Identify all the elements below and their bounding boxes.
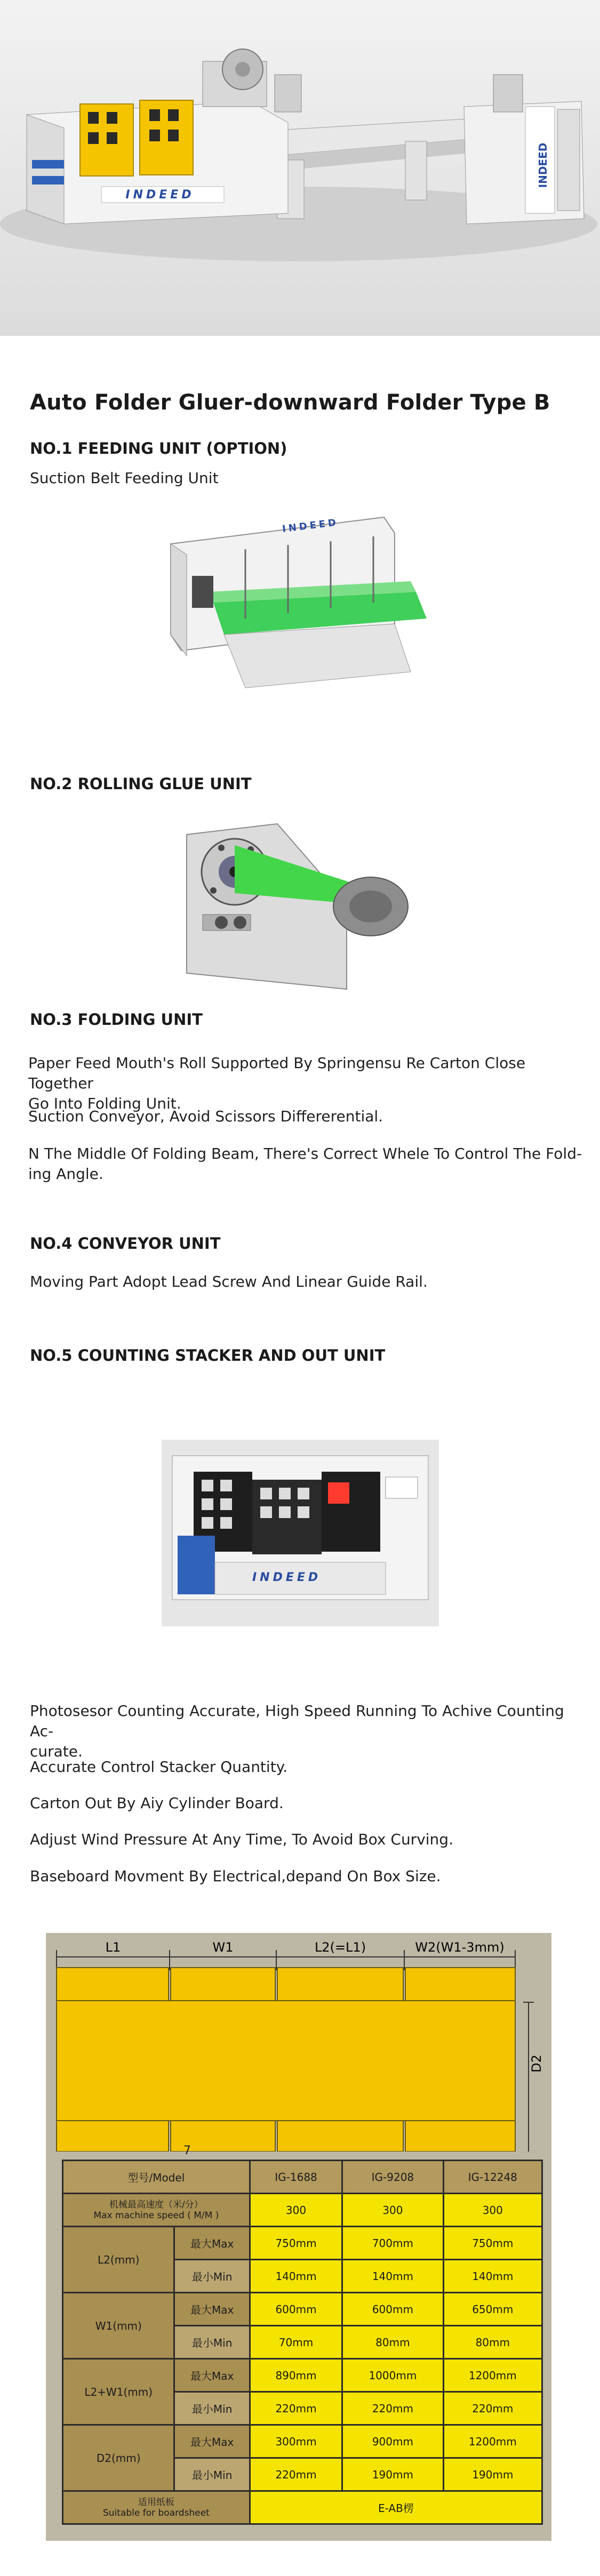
counting-stacker-desc-3: Carton Out By Aiy Cylinder Board.: [30, 1794, 284, 1812]
counting-stacker-desc-1: [30, 1701, 585, 1762]
table-cell: 220mm: [250, 2458, 342, 2491]
stacker-brand-label: INDEED: [252, 1571, 322, 1584]
model-name-3: IG-12248: [443, 2161, 542, 2194]
group-label-w1: W1(mm): [63, 2293, 174, 2359]
table-row: [63, 2161, 542, 2194]
sub-label-max: 最大Max: [174, 2227, 250, 2260]
feeding-unit-description: Suction Belt Feeding Unit: [30, 469, 219, 487]
table-row: [63, 2359, 542, 2392]
table-row: [63, 2425, 542, 2458]
speed-value-1: 300: [250, 2194, 342, 2227]
section-heading-feeding-unit: NO.1 FEEDING UNIT (OPTION): [30, 439, 287, 458]
table-cell: 600mm: [250, 2293, 342, 2326]
speed-label: [63, 2194, 250, 2227]
dim-label-w1: W1: [212, 1940, 234, 1955]
table-cell: 220mm: [443, 2392, 542, 2425]
table-cell: 140mm: [250, 2260, 342, 2293]
table-cell: 600mm: [342, 2293, 443, 2326]
board-label: [63, 2491, 250, 2524]
table-cell: 140mm: [443, 2260, 542, 2293]
table-cell: 750mm: [250, 2227, 342, 2260]
page-title: Auto Folder Gluer-downward Folder Type B: [30, 390, 550, 415]
counting-stacker-desc-2: Accurate Control Stacker Quantity.: [30, 1758, 288, 1776]
table-cell: 70mm: [250, 2326, 342, 2359]
folding-unit-desc-3-line-a: N The Middle Of Folding Beam, There's Correct Whele To Control The Fold-: [28, 1145, 582, 1162]
table-cell: 900mm: [342, 2425, 443, 2458]
spec-panel: [46, 1933, 551, 2541]
table-cell: 700mm: [342, 2227, 443, 2260]
dim-label-w2: W2(W1-3mm): [415, 1940, 505, 1955]
sub-label-max: 最大Max: [174, 2293, 250, 2326]
feeder-unit-image: [160, 512, 437, 693]
table-cell: 1200mm: [443, 2359, 542, 2392]
sub-label-max: 最大Max: [174, 2359, 250, 2392]
table-cell: 750mm: [443, 2227, 542, 2260]
table-cell: 300mm: [250, 2425, 342, 2458]
speed-label-en: Max machine speed ( M/M ): [93, 2210, 219, 2221]
folding-unit-desc-3-line-b: ing Angle.: [28, 1165, 103, 1183]
speed-label-cn: 机械最高速度（米/分）: [109, 2199, 203, 2210]
table-row: [63, 2491, 542, 2524]
table-cell: 220mm: [342, 2392, 443, 2425]
feeder-brand-label: INDEED: [282, 517, 340, 535]
hero-machine-image: [0, 0, 600, 336]
sub-label-min: 最小Min: [174, 2458, 250, 2491]
section-heading-conveyor-unit: NO.4 CONVEYOR UNIT: [30, 1234, 221, 1253]
table-row: [63, 2227, 542, 2260]
carton-dimension-diagram: [46, 1933, 551, 2152]
folding-unit-desc-1-line-b: Go Into Folding Unit.: [28, 1095, 181, 1112]
section-heading-folding-unit: NO.3 FOLDING UNIT: [30, 1010, 203, 1029]
sub-label-min: 最小Min: [174, 2392, 250, 2425]
table-row: [63, 2194, 542, 2227]
hero-front-brand: INDEED: [125, 188, 195, 202]
group-label-l2: L2(mm): [63, 2227, 174, 2293]
table-cell: 1000mm: [342, 2359, 443, 2392]
table-cell: 1200mm: [443, 2425, 542, 2458]
dim-label-flap: 7: [183, 2144, 191, 2157]
conveyor-unit-description: Moving Part Adopt Lead Screw And Linear Guide Rail.: [30, 1273, 428, 1290]
model-name-1: IG-1688: [250, 2161, 342, 2194]
speed-value-3: 300: [443, 2194, 542, 2227]
table-cell: 80mm: [443, 2326, 542, 2359]
table-cell: 140mm: [342, 2260, 443, 2293]
model-name-2: IG-9208: [342, 2161, 443, 2194]
hero-brand-label: INDEED: [537, 142, 549, 188]
dim-label-l1: L1: [105, 1940, 121, 1955]
rolling-glue-unit-image: [171, 813, 427, 1005]
group-label-d2: D2(mm): [63, 2425, 174, 2491]
counting-stacker-desc-1-line-a: Photosesor Counting Accurate, High Speed Running To Achive Counting Ac-: [30, 1702, 564, 1740]
board-label-cn: 适用纸板: [138, 2497, 174, 2508]
spec-table: [62, 2160, 543, 2525]
section-heading-counting-stacker: NO.5 COUNTING STACKER AND OUT UNIT: [30, 1346, 386, 1365]
model-header-label: 型号/Model: [63, 2161, 250, 2194]
table-cell: 220mm: [250, 2392, 342, 2425]
counting-stacker-desc-5: Baseboard Movment By Electrical,depand On Box Size.: [30, 1867, 441, 1885]
table-cell: 650mm: [443, 2293, 542, 2326]
folding-unit-desc-3: [28, 1144, 583, 1184]
folding-unit-desc-1-line-a: Paper Feed Mouth's Roll Supported By Springensu Re Carton Close Together: [28, 1054, 526, 1092]
folding-unit-desc-2: Suction Conveyor, Avoid Scissors Differerential.: [28, 1108, 383, 1125]
sub-label-min: 最小Min: [174, 2260, 250, 2293]
section-heading-rolling-glue-unit: NO.2 ROLLING GLUE UNIT: [30, 775, 252, 793]
counting-stacker-image: [162, 1440, 439, 1626]
table-cell: 190mm: [342, 2458, 443, 2491]
speed-value-2: 300: [342, 2194, 443, 2227]
table-row: [63, 2293, 542, 2326]
folding-unit-desc-1: [28, 1053, 583, 1114]
sub-label-max: 最大Max: [174, 2425, 250, 2458]
board-value: E-AB楞: [250, 2491, 542, 2524]
table-cell: 890mm: [250, 2359, 342, 2392]
dim-label-d2: D2: [529, 2055, 544, 2073]
group-label-l2-w1: L2+W1(mm): [63, 2359, 174, 2425]
table-cell: 190mm: [443, 2458, 542, 2491]
folder-gluer-illustration: [0, 0, 600, 336]
board-label-en: Suitable for boardsheet: [102, 2507, 210, 2518]
dim-label-l2: L2(=L1): [314, 1940, 366, 1955]
sub-label-min: 最小Min: [174, 2326, 250, 2359]
table-cell: 80mm: [342, 2326, 443, 2359]
counting-stacker-desc-1-line-b: curate.: [30, 1743, 83, 1760]
counting-stacker-desc-4: Adjust Wind Pressure At Any Time, To Avoid Box Curving.: [30, 1831, 453, 1848]
